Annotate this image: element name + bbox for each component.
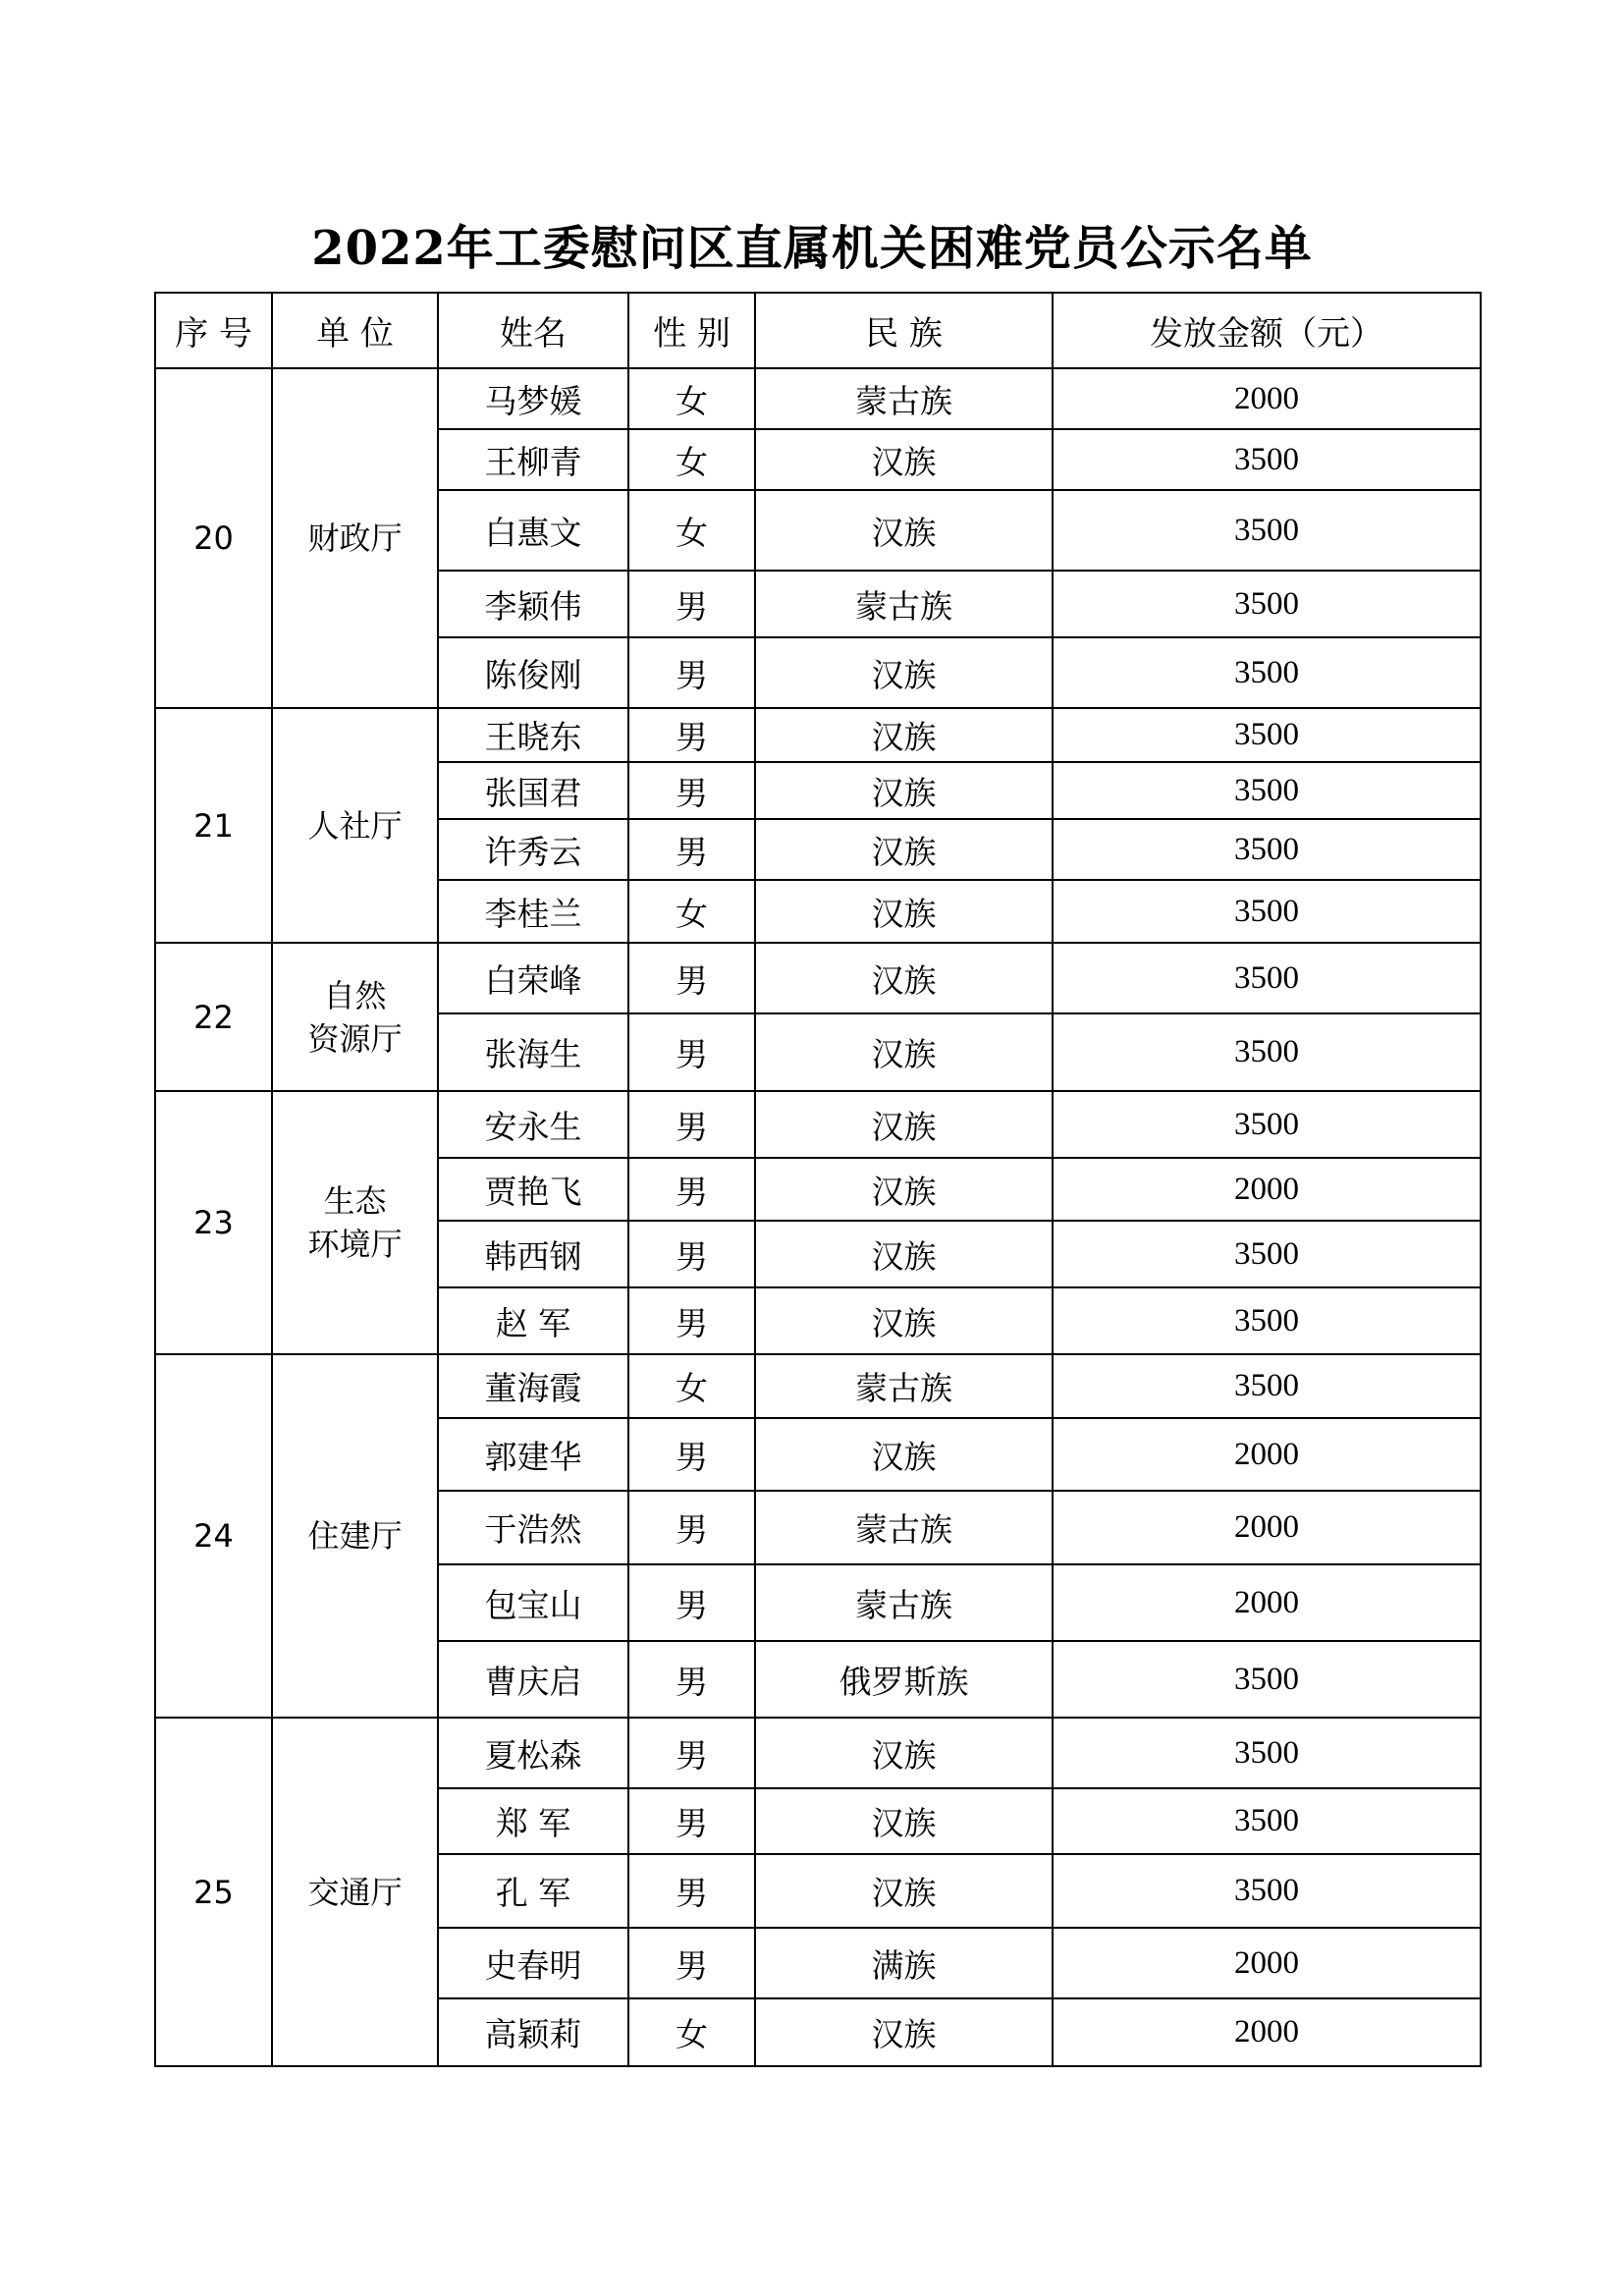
member-ethnicity: 汉族 bbox=[755, 1788, 1053, 1854]
member-name: 许秀云 bbox=[438, 819, 628, 880]
header-index: 序 号 bbox=[155, 293, 272, 368]
member-ethnicity: 汉族 bbox=[755, 1854, 1053, 1928]
member-amount: 3500 bbox=[1053, 1354, 1481, 1418]
member-name: 郑 军 bbox=[438, 1788, 628, 1854]
group-unit: 住建厅 bbox=[272, 1354, 438, 1718]
member-name: 于浩然 bbox=[438, 1491, 628, 1564]
group-unit-line: 环境厅 bbox=[307, 1226, 403, 1263]
group-unit bbox=[272, 943, 438, 1091]
group-index: 21 bbox=[155, 708, 272, 943]
table-row bbox=[155, 368, 1481, 429]
member-amount: 3500 bbox=[1053, 637, 1481, 708]
table-row bbox=[155, 708, 1481, 762]
member-amount: 3500 bbox=[1053, 1287, 1481, 1354]
member-sex: 女 bbox=[628, 880, 755, 943]
member-amount: 2000 bbox=[1053, 1418, 1481, 1491]
member-amount: 3500 bbox=[1053, 880, 1481, 943]
member-ethnicity: 汉族 bbox=[755, 1091, 1053, 1158]
member-name: 李桂兰 bbox=[438, 880, 628, 943]
member-sex: 男 bbox=[628, 1491, 755, 1564]
group-index: 22 bbox=[155, 943, 272, 1091]
member-name: 郭建华 bbox=[438, 1418, 628, 1491]
member-name: 陈俊刚 bbox=[438, 637, 628, 708]
group-unit: 交通厅 bbox=[272, 1718, 438, 2066]
member-amount: 3500 bbox=[1053, 708, 1481, 762]
roster-table bbox=[154, 292, 1482, 2067]
member-ethnicity: 汉族 bbox=[755, 637, 1053, 708]
member-name: 董海霞 bbox=[438, 1354, 628, 1418]
member-name: 赵 军 bbox=[438, 1287, 628, 1354]
member-ethnicity: 汉族 bbox=[755, 819, 1053, 880]
member-ethnicity: 汉族 bbox=[755, 880, 1053, 943]
member-name: 曹庆启 bbox=[438, 1641, 628, 1718]
member-sex: 女 bbox=[628, 490, 755, 571]
member-amount: 3500 bbox=[1053, 1013, 1481, 1091]
member-name: 白荣峰 bbox=[438, 943, 628, 1013]
member-amount: 3500 bbox=[1053, 490, 1481, 571]
member-amount: 3500 bbox=[1053, 1718, 1481, 1788]
member-sex: 男 bbox=[628, 637, 755, 708]
member-sex: 女 bbox=[628, 429, 755, 490]
header-sex: 性 别 bbox=[628, 293, 755, 368]
member-ethnicity: 汉族 bbox=[755, 1418, 1053, 1491]
member-name: 孔 军 bbox=[438, 1854, 628, 1928]
member-ethnicity: 蒙古族 bbox=[755, 1491, 1053, 1564]
header-ethnicity: 民 族 bbox=[755, 293, 1053, 368]
table-row bbox=[155, 1354, 1481, 1418]
member-ethnicity: 蒙古族 bbox=[755, 368, 1053, 429]
member-name: 马梦媛 bbox=[438, 368, 628, 429]
group-unit bbox=[272, 1091, 438, 1354]
member-name: 白惠文 bbox=[438, 490, 628, 571]
member-sex: 男 bbox=[628, 1718, 755, 1788]
member-amount: 3500 bbox=[1053, 1091, 1481, 1158]
member-sex: 男 bbox=[628, 819, 755, 880]
member-name: 夏松森 bbox=[438, 1718, 628, 1788]
member-sex: 男 bbox=[628, 1287, 755, 1354]
member-sex: 女 bbox=[628, 1998, 755, 2066]
member-ethnicity: 满族 bbox=[755, 1928, 1053, 1998]
group-unit: 人社厅 bbox=[272, 708, 438, 943]
member-name: 史春明 bbox=[438, 1928, 628, 1998]
member-ethnicity: 汉族 bbox=[755, 1013, 1053, 1091]
header-unit: 单 位 bbox=[272, 293, 438, 368]
member-ethnicity: 汉族 bbox=[755, 943, 1053, 1013]
member-ethnicity: 汉族 bbox=[755, 1718, 1053, 1788]
member-sex: 男 bbox=[628, 762, 755, 819]
member-sex: 男 bbox=[628, 1854, 755, 1928]
group-unit: 财政厅 bbox=[272, 368, 438, 708]
member-ethnicity: 汉族 bbox=[755, 708, 1053, 762]
member-amount: 3500 bbox=[1053, 1221, 1481, 1287]
member-amount: 3500 bbox=[1053, 1854, 1481, 1928]
member-name: 张海生 bbox=[438, 1013, 628, 1091]
member-sex: 男 bbox=[628, 708, 755, 762]
member-ethnicity: 俄罗斯族 bbox=[755, 1641, 1053, 1718]
member-ethnicity: 汉族 bbox=[755, 1998, 1053, 2066]
table-row bbox=[155, 1718, 1481, 1788]
member-ethnicity: 汉族 bbox=[755, 429, 1053, 490]
member-amount: 3500 bbox=[1053, 571, 1481, 637]
member-name: 张国君 bbox=[438, 762, 628, 819]
member-name: 李颖伟 bbox=[438, 571, 628, 637]
member-ethnicity: 汉族 bbox=[755, 762, 1053, 819]
group-unit-line: 资源厅 bbox=[307, 1019, 403, 1058]
member-ethnicity: 汉族 bbox=[755, 1221, 1053, 1287]
table-row bbox=[155, 1091, 1481, 1158]
table-row bbox=[155, 943, 1481, 1013]
member-amount: 3500 bbox=[1053, 943, 1481, 1013]
member-amount: 3500 bbox=[1053, 1641, 1481, 1718]
member-sex: 男 bbox=[628, 1158, 755, 1221]
member-ethnicity: 蒙古族 bbox=[755, 1354, 1053, 1418]
member-amount: 2000 bbox=[1053, 1491, 1481, 1564]
group-index: 24 bbox=[155, 1354, 272, 1718]
member-name: 安永生 bbox=[438, 1091, 628, 1158]
member-sex: 男 bbox=[628, 1221, 755, 1287]
member-name: 包宝山 bbox=[438, 1564, 628, 1641]
member-amount: 2000 bbox=[1053, 1158, 1481, 1221]
member-sex: 男 bbox=[628, 1788, 755, 1854]
member-sex: 男 bbox=[628, 1564, 755, 1641]
header-amount: 发放金额（元） bbox=[1053, 293, 1481, 368]
member-amount: 2000 bbox=[1053, 368, 1481, 429]
member-sex: 男 bbox=[628, 943, 755, 1013]
member-ethnicity: 蒙古族 bbox=[755, 1564, 1053, 1641]
member-name: 韩西钢 bbox=[438, 1221, 628, 1287]
member-amount: 2000 bbox=[1053, 1998, 1481, 2066]
group-index: 23 bbox=[155, 1091, 272, 1354]
member-sex: 男 bbox=[628, 1418, 755, 1491]
group-index: 25 bbox=[155, 1718, 272, 2066]
group-unit-line: 自然 bbox=[323, 976, 387, 1014]
member-sex: 女 bbox=[628, 368, 755, 429]
member-ethnicity: 汉族 bbox=[755, 1287, 1053, 1354]
header-row bbox=[155, 293, 1481, 368]
member-amount: 3500 bbox=[1053, 819, 1481, 880]
member-amount: 3500 bbox=[1053, 762, 1481, 819]
group-index: 20 bbox=[155, 368, 272, 708]
member-name: 王晓东 bbox=[438, 708, 628, 762]
member-amount: 3500 bbox=[1053, 429, 1481, 490]
member-ethnicity: 汉族 bbox=[755, 1158, 1053, 1221]
member-amount: 2000 bbox=[1053, 1564, 1481, 1641]
member-amount: 2000 bbox=[1053, 1928, 1481, 1998]
member-name: 贾艳飞 bbox=[438, 1158, 628, 1221]
member-name: 高颖莉 bbox=[438, 1998, 628, 2066]
member-name: 王柳青 bbox=[438, 429, 628, 490]
member-sex: 女 bbox=[628, 1354, 755, 1418]
member-sex: 男 bbox=[628, 1013, 755, 1091]
page-title: 2022年工委慰问区直属机关困难党员公示名单 bbox=[311, 221, 1313, 276]
member-sex: 男 bbox=[628, 1091, 755, 1158]
member-sex: 男 bbox=[628, 1928, 755, 1998]
member-sex: 男 bbox=[628, 1641, 755, 1718]
header-name: 姓名 bbox=[438, 293, 628, 368]
member-ethnicity: 蒙古族 bbox=[755, 571, 1053, 637]
group-unit-line: 生态 bbox=[323, 1182, 387, 1220]
member-ethnicity: 汉族 bbox=[755, 490, 1053, 571]
member-sex: 男 bbox=[628, 571, 755, 637]
member-amount: 3500 bbox=[1053, 1788, 1481, 1854]
